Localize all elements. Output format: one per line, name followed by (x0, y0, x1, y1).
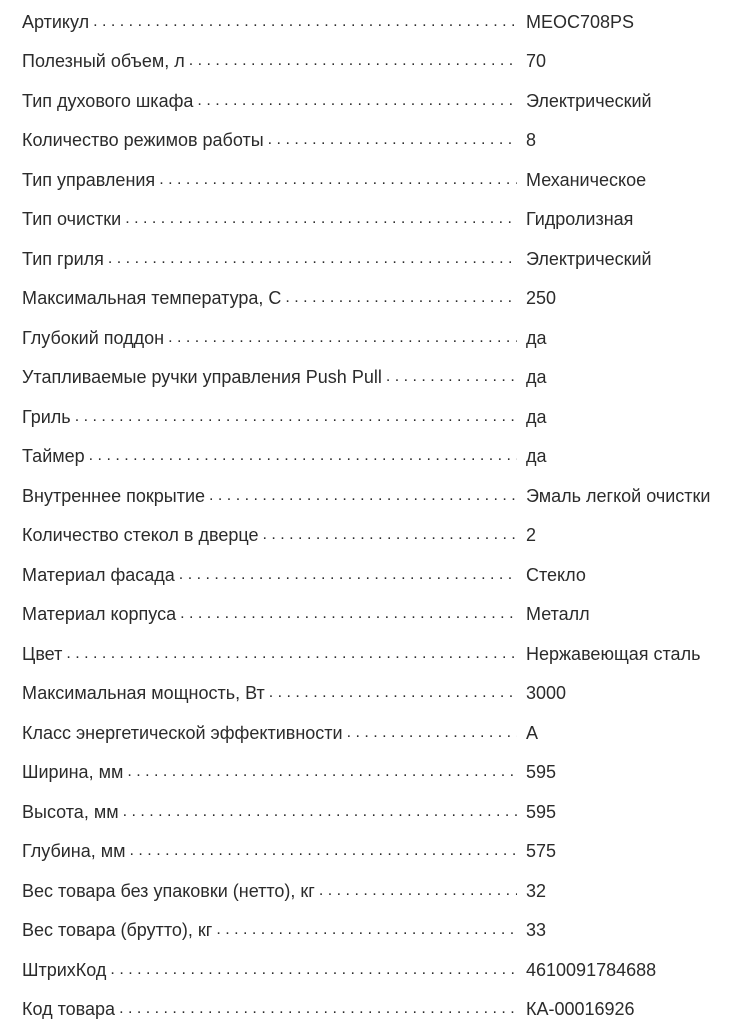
spec-value: 8 (526, 129, 536, 151)
spec-label-group (22, 129, 517, 151)
dot-leader (216, 919, 517, 941)
spec-row (0, 911, 737, 951)
spec-name: Тип духового шкафа (22, 90, 197, 112)
dot-leader (119, 998, 517, 1020)
spec-value: Гидролизная (526, 208, 633, 230)
spec-label-group (22, 11, 517, 33)
spec-name: Внутреннее покрытие (22, 485, 209, 507)
dot-leader (189, 50, 517, 72)
spec-name: ШтрихКод (22, 959, 110, 981)
spec-name: Количество стекол в дверце (22, 524, 262, 546)
spec-name: Артикул (22, 11, 93, 33)
dot-leader (110, 959, 517, 981)
spec-name: Ширина, мм (22, 761, 127, 783)
spec-label-group (22, 485, 517, 507)
dot-leader (89, 445, 517, 467)
spec-label-group (22, 880, 517, 902)
spec-row (0, 792, 737, 832)
spec-row (0, 279, 737, 319)
spec-row (0, 239, 737, 279)
spec-name: Тип управления (22, 169, 159, 191)
spec-label-group (22, 50, 517, 72)
spec-value: 32 (526, 880, 546, 902)
spec-label-group (22, 208, 517, 230)
spec-row (0, 832, 737, 872)
spec-name: Глубина, мм (22, 840, 130, 862)
dot-leader (108, 248, 517, 270)
spec-row (0, 634, 737, 674)
spec-label-group (22, 524, 517, 546)
spec-row (0, 950, 737, 990)
spec-row (0, 871, 737, 911)
dot-leader (209, 485, 517, 507)
spec-name: Вес товара без упаковки (нетто), кг (22, 880, 319, 902)
spec-label-group (22, 919, 517, 941)
spec-name: Высота, мм (22, 801, 123, 823)
spec-row (0, 397, 737, 437)
dot-leader (159, 169, 517, 191)
spec-value: да (526, 445, 547, 467)
spec-value: Стекло (526, 564, 586, 586)
dot-leader (268, 129, 517, 151)
dot-leader (262, 524, 517, 546)
spec-row (0, 753, 737, 793)
dot-leader (179, 564, 517, 586)
spec-name: Полезный объем, л (22, 50, 189, 72)
spec-name: Утапливаемые ручки управления Push Pull (22, 366, 386, 388)
spec-value: да (526, 406, 547, 428)
dot-leader (75, 406, 517, 428)
spec-value: 2 (526, 524, 536, 546)
spec-name: Класс энергетической эффективности (22, 722, 347, 744)
spec-label-group (22, 959, 517, 981)
spec-label-group (22, 445, 517, 467)
spec-value: 575 (526, 840, 556, 862)
spec-name: Количество режимов работы (22, 129, 268, 151)
spec-label-group (22, 90, 517, 112)
spec-row (0, 437, 737, 477)
spec-row (0, 990, 737, 1029)
spec-row (0, 200, 737, 240)
spec-row (0, 674, 737, 714)
dot-leader (93, 11, 517, 33)
spec-value: Эмаль легкой очистки (526, 485, 710, 507)
spec-value: 3000 (526, 682, 566, 704)
spec-name: Тип гриля (22, 248, 108, 270)
spec-value: Механическое (526, 169, 646, 191)
spec-value: 33 (526, 919, 546, 941)
spec-value: Электрический (526, 90, 652, 112)
spec-name: Таймер (22, 445, 89, 467)
spec-label-group (22, 327, 517, 349)
spec-row (0, 121, 737, 161)
spec-row (0, 81, 737, 121)
dot-leader (197, 90, 517, 112)
spec-row (0, 713, 737, 753)
spec-value: Металл (526, 603, 590, 625)
dot-leader (319, 880, 517, 902)
spec-row (0, 358, 737, 398)
spec-label-group (22, 287, 517, 309)
dot-leader (180, 603, 517, 625)
spec-label-group (22, 840, 517, 862)
spec-value: A (526, 722, 538, 744)
spec-value: 70 (526, 50, 546, 72)
dot-leader (125, 208, 517, 230)
dot-leader (130, 840, 517, 862)
spec-row (0, 318, 737, 358)
spec-name: Цвет (22, 643, 66, 665)
spec-label-group (22, 169, 517, 191)
spec-name: Тип очистки (22, 208, 125, 230)
spec-value: 595 (526, 801, 556, 823)
dot-leader (127, 761, 517, 783)
spec-value: 4610091784688 (526, 959, 656, 981)
spec-label-group (22, 722, 517, 744)
spec-name: Вес товара (брутто), кг (22, 919, 216, 941)
spec-label-group (22, 998, 517, 1020)
spec-label-group (22, 406, 517, 428)
spec-name: Материал фасада (22, 564, 179, 586)
spec-label-group (22, 564, 517, 586)
spec-label-group (22, 603, 517, 625)
spec-label-group (22, 643, 517, 665)
spec-value: Электрический (526, 248, 652, 270)
spec-name: Материал корпуса (22, 603, 180, 625)
spec-name: Гриль (22, 406, 75, 428)
dot-leader (386, 366, 517, 388)
spec-value: да (526, 327, 547, 349)
spec-row (0, 160, 737, 200)
spec-row (0, 476, 737, 516)
spec-value: КА-00016926 (526, 998, 635, 1020)
spec-name: Код товара (22, 998, 119, 1020)
spec-row (0, 595, 737, 635)
dot-leader (66, 643, 517, 665)
spec-value: MEOC708PS (526, 11, 634, 33)
spec-value: 250 (526, 287, 556, 309)
spec-value: 595 (526, 761, 556, 783)
spec-value: да (526, 366, 547, 388)
spec-row (0, 42, 737, 82)
dot-leader (285, 287, 517, 309)
spec-label-group (22, 682, 517, 704)
spec-label-group (22, 801, 517, 823)
dot-leader (168, 327, 517, 349)
spec-name: Максимальная температура, С (22, 287, 285, 309)
spec-name: Максимальная мощность, Вт (22, 682, 269, 704)
spec-label-group (22, 366, 517, 388)
spec-label-group (22, 248, 517, 270)
spec-row (0, 516, 737, 556)
dot-leader (123, 801, 517, 823)
dot-leader (347, 722, 517, 744)
spec-row (0, 2, 737, 42)
spec-name: Глубокий поддон (22, 327, 168, 349)
spec-row (0, 555, 737, 595)
spec-value: Нержавеющая сталь (526, 643, 700, 665)
spec-label-group (22, 761, 517, 783)
dot-leader (269, 682, 517, 704)
